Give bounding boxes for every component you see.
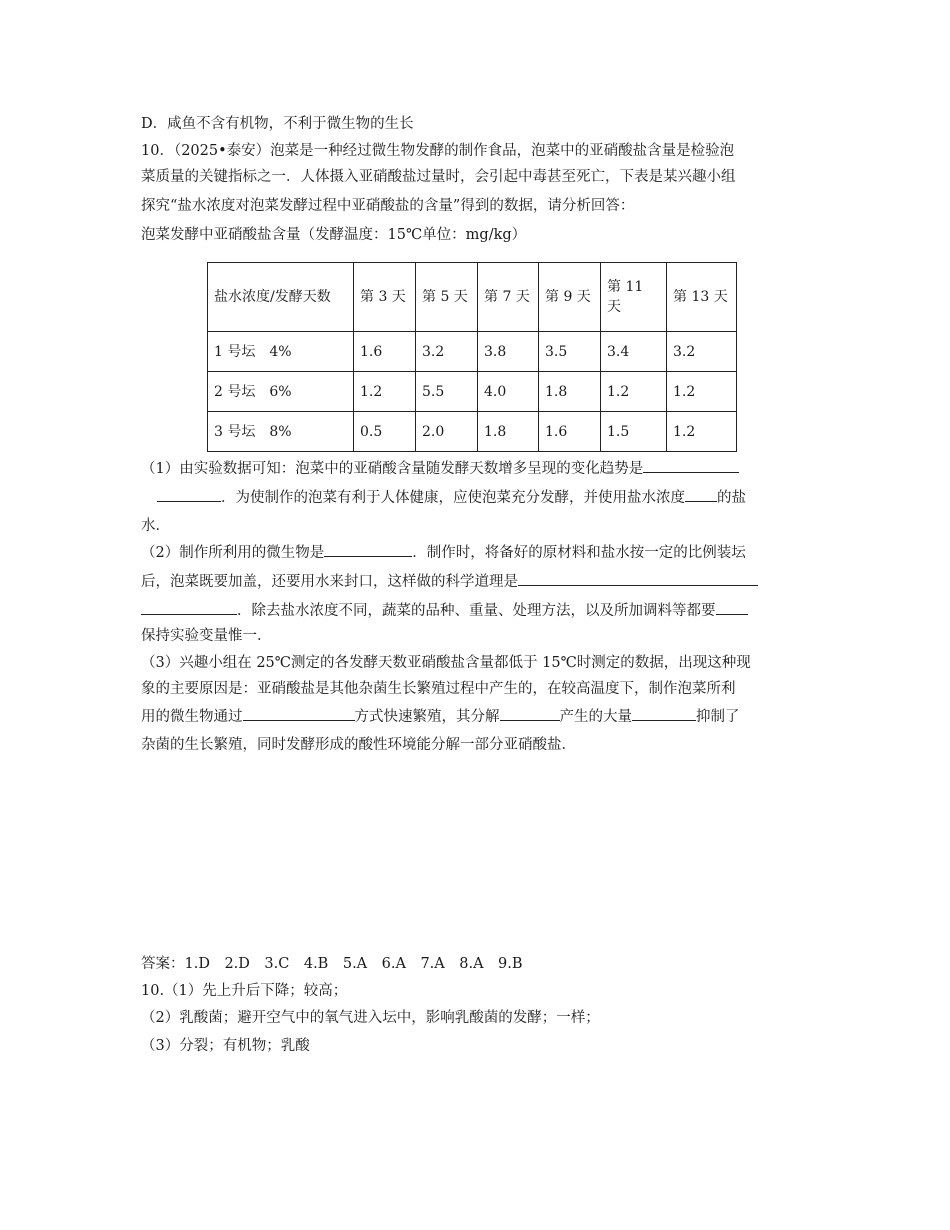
answer-blank[interactable]: [716, 600, 748, 615]
answer-blank[interactable]: [643, 458, 739, 473]
question-10-line-3: 探究“盐水浓度对泡菜发酵过程中亚硝酸盐的含量”得到的数据，请分析回答：: [141, 198, 635, 214]
table-cell: 3.2: [416, 332, 478, 372]
answers-line-2: 10.（1）先上升后下降；较高；: [141, 983, 348, 999]
table-cell: 1.8: [478, 412, 539, 452]
table-row: [208, 332, 737, 372]
table-cell: 0.5: [354, 412, 416, 452]
table-cell: 3 号坛 8%: [208, 412, 354, 452]
table-caption: 泡菜发酵中亚硝酸盐含量（发酵温度：15℃单位：mg/kg）: [141, 227, 527, 243]
subquestion-3-text-c4: 抑制了: [696, 709, 740, 725]
answer-blank[interactable]: [324, 542, 412, 557]
answer-blank[interactable]: [141, 600, 237, 615]
answers-line-3: （2）乳酸菌；避开空气中的氧气进入坛中，影响乳酸菌的发酵；一样；: [141, 1010, 600, 1026]
table-cell: 1.2: [667, 412, 737, 452]
table-cell: 3.4: [601, 332, 667, 372]
subquestion-3-text-c3: 产生的大量: [559, 709, 632, 725]
answer-blank[interactable]: [243, 706, 355, 721]
table-cell: 5.5: [416, 372, 478, 412]
header-cell: 第 9 天: [539, 263, 601, 332]
table-cell: 2.0: [416, 412, 478, 452]
table-cell: 3.2: [667, 332, 737, 372]
subquestion-3-text-c1: 用的微生物通过: [141, 709, 243, 725]
table-cell: 1.2: [354, 372, 416, 412]
subquestion-3-line-4: 杂菌的生长繁殖，同时发酵形成的酸性环境能分解一部分亚硝酸盐．: [141, 737, 576, 753]
table-cell: 4.0: [478, 372, 539, 412]
subquestion-2-line-3: [141, 600, 748, 621]
table-cell: 1.6: [539, 412, 601, 452]
subquestion-2-line-2: [141, 571, 758, 592]
subquestion-2-text-b: ．制作时，将备好的原材料和盐水按一定的比例装坛: [412, 545, 746, 561]
table-cell: 3.5: [539, 332, 601, 372]
subquestion-1-text-b: ．为使制作的泡菜有利于人体健康，应使泡菜充分发酵，并使用盐水浓度: [221, 490, 685, 506]
subquestion-1-line-3: 水．: [141, 518, 170, 534]
subquestion-3-line-1: （3）兴趣小组在 25℃测定的各发酵天数亚硝酸盐含量都低于 15℃时测定的数据，出现这种现: [141, 655, 751, 671]
answer-blank[interactable]: [157, 487, 221, 502]
answer-blank[interactable]: [518, 571, 758, 586]
header-cell: 盐水浓度/发酵天数: [208, 263, 354, 332]
table-row: [208, 412, 737, 452]
answers-line-1: 答案：1.D 2.D 3.C 4.B 5.A 6.A 7.A 8.A 9.B: [141, 956, 523, 972]
subquestion-1-text-a: （1）由实验数据可知：泡菜中的亚硝酸含量随发酵天数增多呈现的变化趋势是: [141, 461, 644, 477]
table-cell: 1.5: [601, 412, 667, 452]
header-cell: 第 5 天: [416, 263, 478, 332]
subquestion-3-text-c2: 方式快速繁殖，其分解: [354, 709, 500, 725]
answers-line-4: （3）分裂；有机物；乳酸: [141, 1038, 310, 1054]
header-cell: 第 3 天: [354, 263, 416, 332]
answer-blank[interactable]: [500, 706, 560, 721]
table-cell: 3.8: [478, 332, 539, 372]
table-cell: 1.6: [354, 332, 416, 372]
table-cell: 1.2: [601, 372, 667, 412]
subquestion-2-line-4: 保持实验变量惟一．: [141, 628, 272, 644]
header-cell: 第 13 天: [667, 263, 737, 332]
nitrite-data-table: [207, 262, 737, 452]
table-row: [208, 372, 737, 412]
subquestion-2-text-a: （2）制作所利用的微生物是: [141, 545, 325, 561]
subquestion-2-text-c: 后，泡菜既要加盖，还要用水来封口，这样做的科学道理是: [141, 574, 518, 590]
table-cell: 1.8: [539, 372, 601, 412]
header-cell: 第 7 天: [478, 263, 539, 332]
table-cell: 1.2: [667, 372, 737, 412]
question-10-line-1: 10．（2025•泰安）泡菜是一种经过微生物发酵的制作食品，泡菜中的亚硝酸盐含量是检验泡: [141, 143, 735, 159]
subquestion-1-line-2: [157, 487, 746, 508]
question-10-line-2: 菜质量的关键指标之一．人体摄入亚硝酸盐过量时，会引起中毒甚至死亡，下表是某兴趣小组: [141, 169, 736, 185]
answer-blank[interactable]: [632, 706, 696, 721]
subquestion-2-line-1: [141, 542, 746, 563]
table-header-row: [208, 263, 737, 332]
table-cell: 2 号坛 6%: [208, 372, 354, 412]
subquestion-3-line-2: 象的主要原因是：亚硝酸盐是其他杂菌生长繁殖过程中产生的，在较高温度下，制作泡菜所利: [141, 681, 736, 697]
table-cell: 1 号坛 4%: [208, 332, 354, 372]
subquestion-3-line-3: [141, 706, 740, 727]
answer-blank[interactable]: [685, 487, 717, 502]
subquestion-2-text-d: ．除去盐水浓度不同，蔬菜的品种、重量、处理方法，以及所加调料等都要: [237, 603, 716, 619]
option-d: D．咸鱼不含有机物，不利于微生物的生长: [141, 116, 414, 132]
subquestion-1-text-c: 的盐: [717, 490, 746, 506]
header-cell: 第 11 天: [601, 263, 667, 332]
subquestion-1-line-1: [141, 458, 739, 479]
